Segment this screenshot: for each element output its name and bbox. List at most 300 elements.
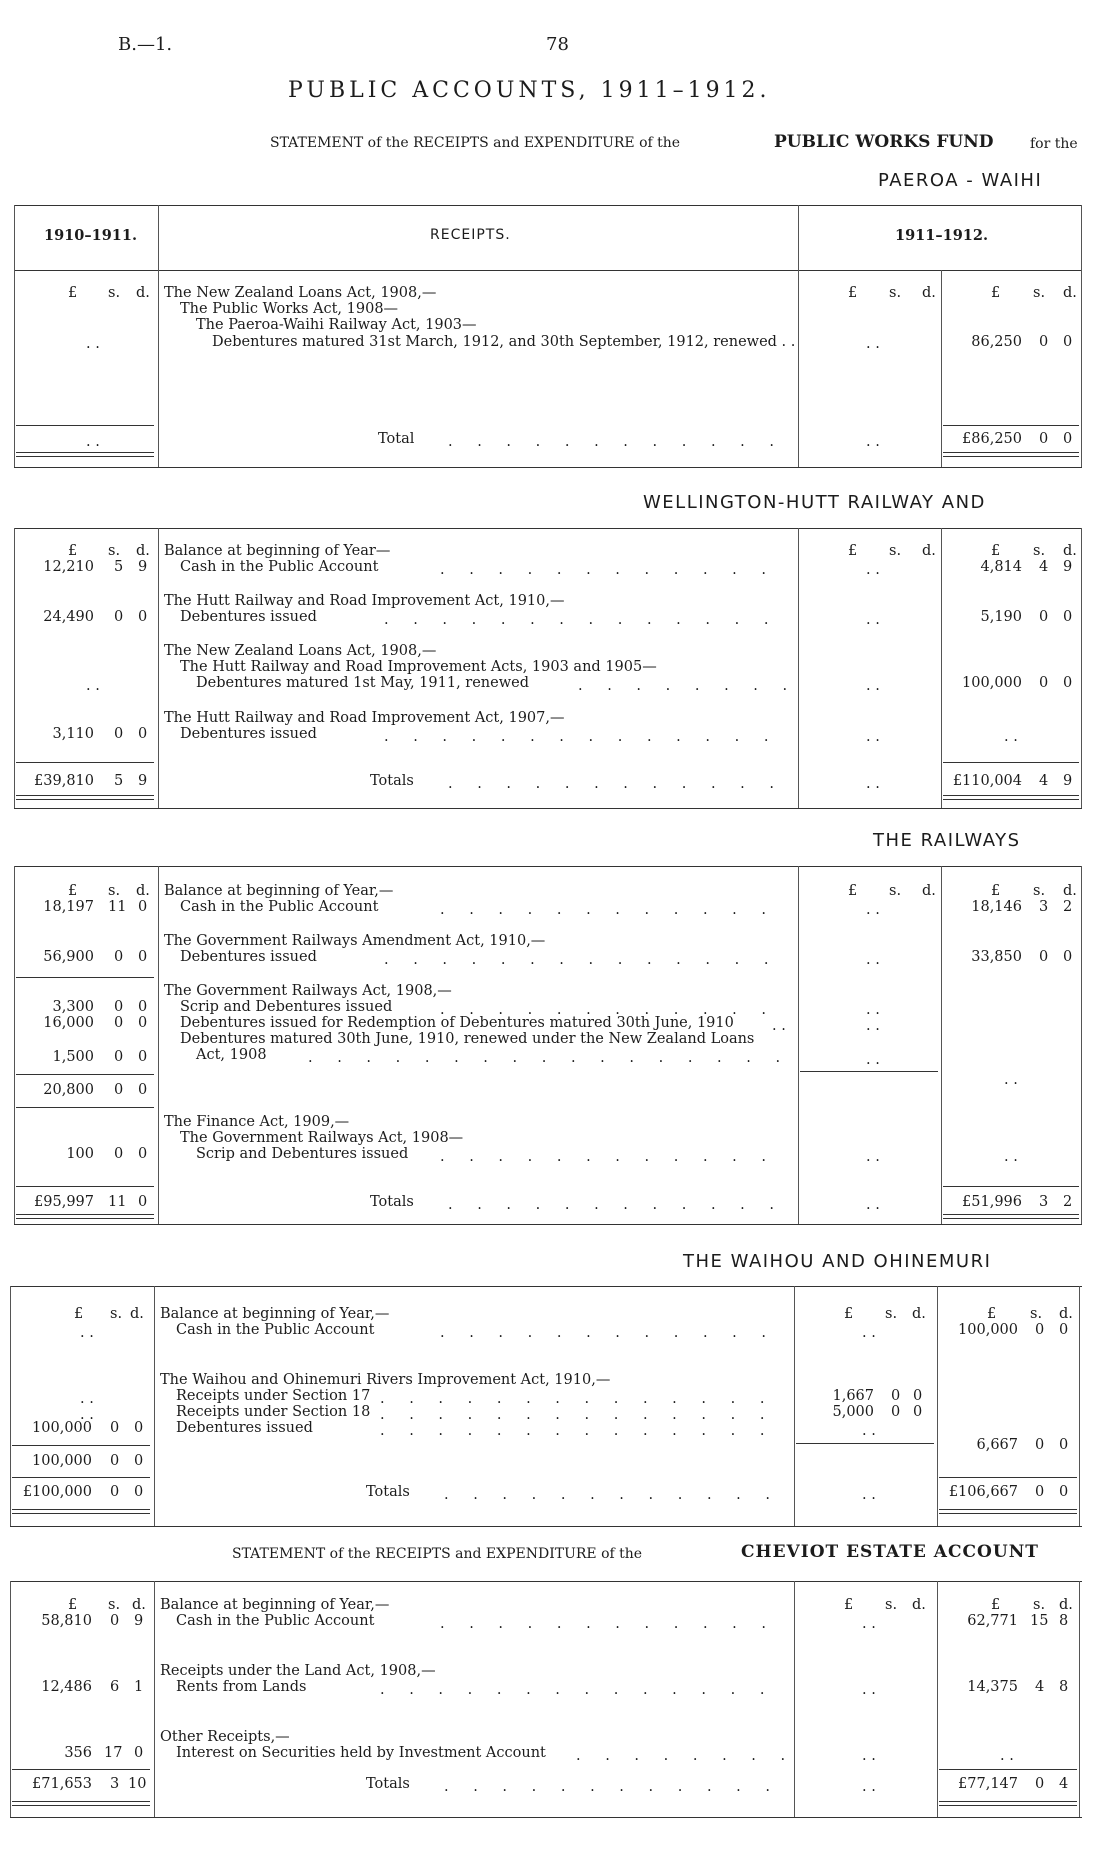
leader-dots: . . . . . . . . . . . . [444, 1779, 781, 1795]
leader-dots: . . [862, 1487, 876, 1503]
shillings-header: s. [889, 543, 902, 559]
receipt-line: The Hutt Railway and Road Improvement Act, 1910,— [164, 593, 565, 609]
amount-pence: 0 [1063, 334, 1073, 350]
amount-shillings: 5 [114, 559, 124, 575]
leader-dots: . . [866, 1002, 880, 1018]
shillings-header: s. [1033, 543, 1046, 559]
pound-header: £ [844, 1597, 854, 1613]
amount-pounds: 1,500 [52, 1049, 94, 1065]
amount-pounds: 100 [66, 1146, 94, 1162]
leader-dots: . . [772, 1018, 786, 1034]
total-pounds: £77,147 [958, 1776, 1018, 1792]
double-rule [16, 452, 154, 457]
leader-dots: . . [80, 1407, 94, 1423]
pound-header: £ [848, 883, 858, 899]
leader-dots: . . . . . . . . . . . . [448, 434, 785, 450]
receipt-line: Rents from Lands [176, 1679, 307, 1695]
total-pounds: £86,250 [962, 431, 1022, 447]
amount-pence: 8 [1059, 1613, 1069, 1629]
receipt-line: The Government Railways Amendment Act, 1910,— [164, 933, 546, 949]
page-number: 78 [546, 34, 569, 55]
receipt-line: Scrip and Debentures issued [196, 1146, 409, 1162]
amount-pence: 0 [138, 899, 148, 915]
receipt-line: Receipts under Section 18 [176, 1404, 371, 1420]
receipt-line: Debentures matured 31st March, 1912, and 30th September, 1912, renewed . . [212, 334, 796, 350]
total-shillings: 0 [1035, 1484, 1045, 1500]
section-heading: PAEROA - WAIHI [878, 170, 1043, 191]
section-heading: CHEVIOT ESTATE ACCOUNT [741, 1542, 1039, 1562]
amount-pounds: 62,771 [967, 1613, 1018, 1629]
amount-pounds: 56,900 [43, 949, 94, 965]
pence-header: d. [1063, 543, 1077, 559]
shillings-header: s. [108, 1597, 121, 1613]
totals-label: Totals [366, 1776, 410, 1792]
table-border [1081, 528, 1082, 808]
column-divider [794, 1581, 795, 1817]
table-border [10, 1581, 11, 1817]
leader-dots: . . [866, 1018, 880, 1034]
column-divider [154, 1581, 155, 1817]
total-pence: 2 [1063, 1194, 1073, 1210]
pound-header: £ [844, 1306, 854, 1322]
column-divider [941, 270, 942, 467]
leader-dots: . . [86, 336, 100, 352]
shillings-header: s. [889, 883, 902, 899]
shillings-header: s. [885, 1597, 898, 1613]
sum-rule [943, 425, 1079, 426]
statement-suffix: for the [1030, 136, 1078, 152]
totals-label: Totals [370, 773, 414, 789]
amount-shillings: 0 [1039, 609, 1049, 625]
amount-pounds: 6,667 [976, 1437, 1018, 1453]
pence-header: d. [1063, 285, 1077, 301]
table-border [10, 1286, 11, 1526]
amount-pounds: 5,000 [832, 1404, 874, 1420]
pound-header: £ [68, 285, 78, 301]
leader-dots: . . . . . . . . . . . . [440, 562, 777, 578]
receipt-line: Receipts under the Land Act, 1908,— [160, 1663, 436, 1679]
pence-header: d. [130, 1306, 144, 1322]
document-reference: B.—1. [118, 34, 173, 55]
pence-header: d. [132, 1597, 146, 1613]
table-bottom [14, 467, 1082, 468]
column-divider [798, 866, 799, 1224]
amount-shillings: 11 [108, 899, 127, 915]
section-heading: THE WAIHOU AND OHINEMURI [683, 1251, 992, 1272]
leader-dots: . . [866, 336, 880, 352]
rule [16, 977, 154, 978]
amount-shillings: 0 [1039, 334, 1049, 350]
shillings-header: s. [108, 543, 121, 559]
total-pence: 10 [128, 1776, 147, 1792]
total-pence: 9 [1063, 773, 1073, 789]
section-heading: THE RAILWAYS [873, 830, 1021, 851]
amount-pence: 0 [138, 1049, 148, 1065]
amount-pounds: 24,490 [43, 609, 94, 625]
subtotal-pounds: 20,800 [43, 1082, 94, 1098]
amount-pence: 9 [1063, 559, 1073, 575]
amount-shillings: 0 [114, 1049, 124, 1065]
total-shillings: 0 [1035, 1776, 1045, 1792]
amount-pence: 0 [134, 1745, 144, 1761]
pence-header: d. [1059, 1597, 1073, 1613]
sum-rule [943, 762, 1079, 763]
rule [14, 205, 1082, 206]
receipt-line: Debentures issued [176, 1420, 313, 1436]
amount-shillings: 17 [104, 1745, 123, 1761]
table-border [14, 205, 15, 467]
sum-rule [939, 1769, 1077, 1770]
leader-dots: . . [866, 1052, 880, 1068]
total-pounds: £110,004 [952, 773, 1022, 789]
column-header-1911-1912: 1911–1912. [895, 227, 989, 244]
leader-dots: . . [86, 678, 100, 694]
sum-rule [16, 1186, 154, 1187]
statement-prefix: STATEMENT of the RECEIPTS and EXPENDITURE of the [232, 1546, 643, 1562]
amount-shillings: 0 [1039, 949, 1049, 965]
leader-dots: . . [1004, 1072, 1018, 1088]
leader-dots: . . [866, 678, 880, 694]
amount-pounds: 4,814 [980, 559, 1022, 575]
leader-dots: . . . . . . . . . . . . [444, 1487, 781, 1503]
amount-pounds: 12,486 [41, 1679, 92, 1695]
amount-pounds: 18,146 [971, 899, 1022, 915]
amount-pounds: 16,000 [43, 1015, 94, 1031]
sum-rule [943, 1186, 1079, 1187]
total-pounds: £100,000 [22, 1484, 92, 1500]
total-pounds: £51,996 [962, 1194, 1022, 1210]
pound-header: £ [991, 1597, 1001, 1613]
leader-dots: . . . . . . . . . . . . . . [384, 729, 779, 745]
column-header-1910-1911: 1910–1911. [44, 227, 138, 244]
receipt-line: The New Zealand Loans Act, 1908,— [164, 285, 437, 301]
total-pounds: £106,667 [948, 1484, 1018, 1500]
receipt-line: Debentures issued [180, 609, 317, 625]
column-header-receipts: RECEIPTS. [430, 227, 511, 243]
table-border [1079, 1581, 1080, 1817]
amount-pence: 0 [1063, 949, 1073, 965]
receipt-line: Debentures matured 1st May, 1911, renewed [196, 675, 530, 691]
receipt-line: Receipts under Section 17 [176, 1388, 371, 1404]
amount-pence: 0 [138, 1015, 148, 1031]
double-rule [16, 795, 154, 800]
amount-shillings: 0 [114, 999, 124, 1015]
leader-dots: . . [862, 1682, 876, 1698]
column-divider [798, 528, 799, 808]
sum-rule [800, 1071, 938, 1072]
amount-pence: 0 [134, 1420, 144, 1436]
amount-shillings: 0 [114, 949, 124, 965]
pence-header: d. [912, 1306, 926, 1322]
totals-label: Totals [370, 1194, 414, 1210]
amount-shillings: 0 [114, 726, 124, 742]
receipt-line: Scrip and Debentures issued [180, 999, 393, 1015]
table-border [1081, 866, 1082, 1224]
leader-dots: . . . . . . . . . . . . . . [380, 1423, 775, 1439]
total-pence: 4 [1059, 1776, 1069, 1792]
rule [14, 866, 1082, 867]
receipt-line: Debentures issued for Redemption of Debentures matured 30th June, 1910 [180, 1015, 734, 1031]
leader-dots: . . [866, 1197, 880, 1213]
pound-header: £ [68, 883, 78, 899]
total-pence: 0 [1063, 431, 1073, 447]
receipt-line: The Government Railways Act, 1908— [180, 1130, 464, 1146]
amount-pence: 9 [138, 559, 148, 575]
amount-pence: 0 [138, 609, 148, 625]
table-border [1081, 205, 1082, 467]
receipt-line: Balance at beginning of Year,— [164, 883, 394, 899]
shillings-header: s. [108, 285, 121, 301]
rule [10, 1581, 1082, 1582]
leader-dots: . . . . . . . . . . . . . . [384, 612, 779, 628]
pound-header: £ [991, 543, 1001, 559]
receipt-line: The Paeroa-Waihi Railway Act, 1903— [196, 317, 477, 333]
subtotal-pence: 0 [138, 1082, 148, 1098]
total-pence: 9 [138, 773, 148, 789]
pound-header: £ [991, 285, 1001, 301]
amount-pence: 0 [913, 1404, 923, 1420]
leader-dots: . . [866, 952, 880, 968]
pence-header: d. [1063, 883, 1077, 899]
pound-header: £ [991, 883, 1001, 899]
leader-dots: . . . . . . . . . . . . . . [380, 1407, 775, 1423]
sum-rule [12, 1769, 150, 1770]
double-rule [943, 1214, 1079, 1219]
subtotal-shillings: 0 [114, 1082, 124, 1098]
amount-pounds: 58,810 [41, 1613, 92, 1629]
column-divider [158, 528, 159, 808]
pound-header: £ [848, 543, 858, 559]
pound-header: £ [68, 1597, 78, 1613]
receipt-line: The Finance Act, 1909,— [164, 1114, 350, 1130]
amount-pence: 1 [134, 1679, 144, 1695]
total-shillings: 0 [110, 1484, 120, 1500]
column-divider [154, 1286, 155, 1526]
leader-dots: . . . . . . . . . . . . [448, 1197, 785, 1213]
amount-pounds: 18,197 [43, 899, 94, 915]
table-border [14, 528, 15, 808]
sum-rule [12, 1477, 150, 1478]
leader-dots: . . [866, 902, 880, 918]
amount-shillings: 6 [110, 1679, 120, 1695]
amount-pence: 0 [1063, 609, 1073, 625]
amount-shillings: 0 [891, 1388, 901, 1404]
shillings-header: s. [889, 285, 902, 301]
pence-header: d. [922, 883, 936, 899]
pence-header: d. [922, 543, 936, 559]
amount-pence: 2 [1063, 899, 1073, 915]
total-label: Total [378, 431, 415, 447]
total-shillings: 11 [108, 1194, 127, 1210]
total-shillings: 0 [1039, 431, 1049, 447]
shillings-header: s. [1033, 1597, 1046, 1613]
leader-dots: . . [80, 1391, 94, 1407]
total-pence: 0 [138, 1194, 148, 1210]
receipt-line: The New Zealand Loans Act, 1908,— [164, 643, 437, 659]
receipt-line: Balance at beginning of Year,— [160, 1597, 390, 1613]
leader-dots: . . [80, 1325, 94, 1341]
amount-pence: 0 [1059, 1437, 1069, 1453]
leader-dots: . . . . . . . . . . . . . . [384, 952, 779, 968]
leader-dots: . . [866, 562, 880, 578]
pound-header: £ [68, 543, 78, 559]
leader-dots: . . . . . . . . . . . . [440, 1325, 777, 1341]
column-divider [158, 866, 159, 1224]
receipt-line: Cash in the Public Account [176, 1613, 375, 1629]
amount-pounds: 1,667 [832, 1388, 874, 1404]
pound-header: £ [74, 1306, 84, 1322]
leader-dots: . . . . . . . . . . . . [448, 776, 785, 792]
receipt-line: Balance at beginning of Year— [164, 543, 391, 559]
sum-rule [16, 762, 154, 763]
total-pounds: £95,997 [34, 1194, 94, 1210]
pence-header: d. [922, 285, 936, 301]
amount-pounds: 5,190 [980, 609, 1022, 625]
amount-pence: 0 [913, 1388, 923, 1404]
leader-dots: . . [866, 612, 880, 628]
fund-name: PUBLIC WORKS FUND [774, 132, 994, 152]
section-heading: WELLINGTON-HUTT RAILWAY AND [643, 492, 986, 513]
pound-header: £ [987, 1306, 997, 1322]
amount-pence: 0 [138, 726, 148, 742]
subtotal-pence: 0 [134, 1453, 144, 1469]
shillings-header: s. [1033, 285, 1046, 301]
sum-rule [939, 1477, 1077, 1478]
total-pence: 0 [1059, 1484, 1069, 1500]
sum-rule [12, 1445, 150, 1446]
double-rule [943, 795, 1079, 800]
shillings-header: s. [1030, 1306, 1043, 1322]
amount-pence: 0 [1063, 675, 1073, 691]
receipt-line: Cash in the Public Account [176, 1322, 375, 1338]
receipt-line: Balance at beginning of Year,— [160, 1306, 390, 1322]
leader-dots: . . . . . . . . . . . . . . . . . [308, 1050, 791, 1066]
amount-shillings: 0 [114, 1146, 124, 1162]
pence-header: d. [912, 1597, 926, 1613]
leader-dots: . . . . . . . . . . . . [440, 1149, 777, 1165]
amount-shillings: 4 [1035, 1679, 1045, 1695]
column-divider [158, 205, 159, 467]
column-divider [794, 1286, 795, 1526]
leader-dots: . . [866, 729, 880, 745]
double-rule [12, 1509, 150, 1514]
shillings-header: s. [885, 1306, 898, 1322]
rule [14, 528, 1082, 529]
leader-dots: . . . . . . . . [578, 678, 798, 694]
receipt-line: The Public Works Act, 1908— [180, 301, 399, 317]
leader-dots: . . [862, 1779, 876, 1795]
receipt-line: The Waihou and Ohinemuri Rivers Improvement Act, 1910,— [160, 1372, 611, 1388]
table-border [14, 866, 15, 1224]
leader-dots: . . [86, 434, 100, 450]
subtotal-pounds: 100,000 [32, 1453, 92, 1469]
receipt-line: The Hutt Railway and Road Improvement Acts, 1903 and 1905— [180, 659, 657, 675]
amount-pence: 9 [134, 1613, 144, 1629]
statement-prefix: STATEMENT of the RECEIPTS and EXPENDITURE of the [270, 135, 681, 151]
receipt-line: Other Receipts,— [160, 1729, 290, 1745]
pence-header: d. [136, 285, 150, 301]
column-divider [937, 1286, 938, 1526]
amount-pounds: 86,250 [971, 334, 1022, 350]
pence-header: d. [136, 883, 150, 899]
amount-shillings: 0 [110, 1613, 120, 1629]
column-divider [937, 1581, 938, 1817]
amount-shillings: 0 [1039, 675, 1049, 691]
leader-dots: . . [862, 1616, 876, 1632]
receipt-line: Act, 1908 [196, 1047, 267, 1063]
receipt-line: The Hutt Railway and Road Improvement Act, 1907,— [164, 710, 565, 726]
subtotal-shillings: 0 [110, 1453, 120, 1469]
amount-shillings: 15 [1030, 1613, 1049, 1629]
double-rule [939, 1509, 1077, 1514]
column-divider [798, 205, 799, 467]
amount-shillings: 0 [891, 1404, 901, 1420]
amount-pence: 0 [138, 999, 148, 1015]
leader-dots: . . [862, 1423, 876, 1439]
amount-pence: 0 [1059, 1322, 1069, 1338]
double-rule [943, 452, 1079, 457]
amount-shillings: 0 [110, 1420, 120, 1436]
leader-dots: . . [1004, 729, 1018, 745]
double-rule [12, 1801, 150, 1806]
page-title: PUBLIC ACCOUNTS, 1911–1912. [288, 78, 771, 103]
double-rule [939, 1801, 1077, 1806]
receipt-line: Debentures matured 30th June, 1910, renewed under the New Zealand Loans [180, 1031, 755, 1047]
table-bottom [10, 1817, 1082, 1818]
table-border [1079, 1286, 1080, 1526]
rule [10, 1286, 1082, 1287]
table-bottom [14, 1224, 1082, 1225]
leader-dots: . . . . . . . . . . . . . . [380, 1682, 775, 1698]
pence-header: d. [136, 543, 150, 559]
leader-dots: . . [866, 776, 880, 792]
rule [14, 270, 1082, 271]
amount-shillings: 0 [1035, 1437, 1045, 1453]
shillings-header: s. [108, 883, 121, 899]
sum-rule [16, 1074, 154, 1075]
leader-dots: . . [866, 434, 880, 450]
amount-pence: 0 [138, 1146, 148, 1162]
rule [16, 1107, 154, 1108]
leader-dots: . . . . . . . . . . . . [440, 1616, 777, 1632]
amount-pounds: 12,210 [43, 559, 94, 575]
shillings-header: s. [1033, 883, 1046, 899]
receipt-line: Cash in the Public Account [180, 899, 379, 915]
amount-shillings: 4 [1039, 559, 1049, 575]
amount-pence: 8 [1059, 1679, 1069, 1695]
column-divider [941, 866, 942, 1224]
leader-dots: . . [866, 1149, 880, 1165]
leader-dots: . . . . . . . . [576, 1748, 796, 1764]
double-rule [16, 1214, 154, 1219]
leader-dots: . . [862, 1325, 876, 1341]
shillings-header: s. [110, 1306, 123, 1322]
pound-header: £ [848, 285, 858, 301]
receipt-line: Debentures issued [180, 726, 317, 742]
total-pence: 0 [134, 1484, 144, 1500]
totals-label: Totals [366, 1484, 410, 1500]
total-pounds: £39,810 [34, 773, 94, 789]
amount-pounds: 3,110 [52, 726, 94, 742]
leader-dots: . . [1004, 1149, 1018, 1165]
receipt-line: Interest on Securities held by Investment Account [176, 1745, 546, 1761]
amount-pounds: 33,850 [971, 949, 1022, 965]
receipt-line: Debentures issued [180, 949, 317, 965]
total-shillings: 3 [1039, 1194, 1049, 1210]
pence-header: d. [1059, 1306, 1073, 1322]
total-shillings: 5 [114, 773, 124, 789]
amount-pence: 0 [138, 949, 148, 965]
